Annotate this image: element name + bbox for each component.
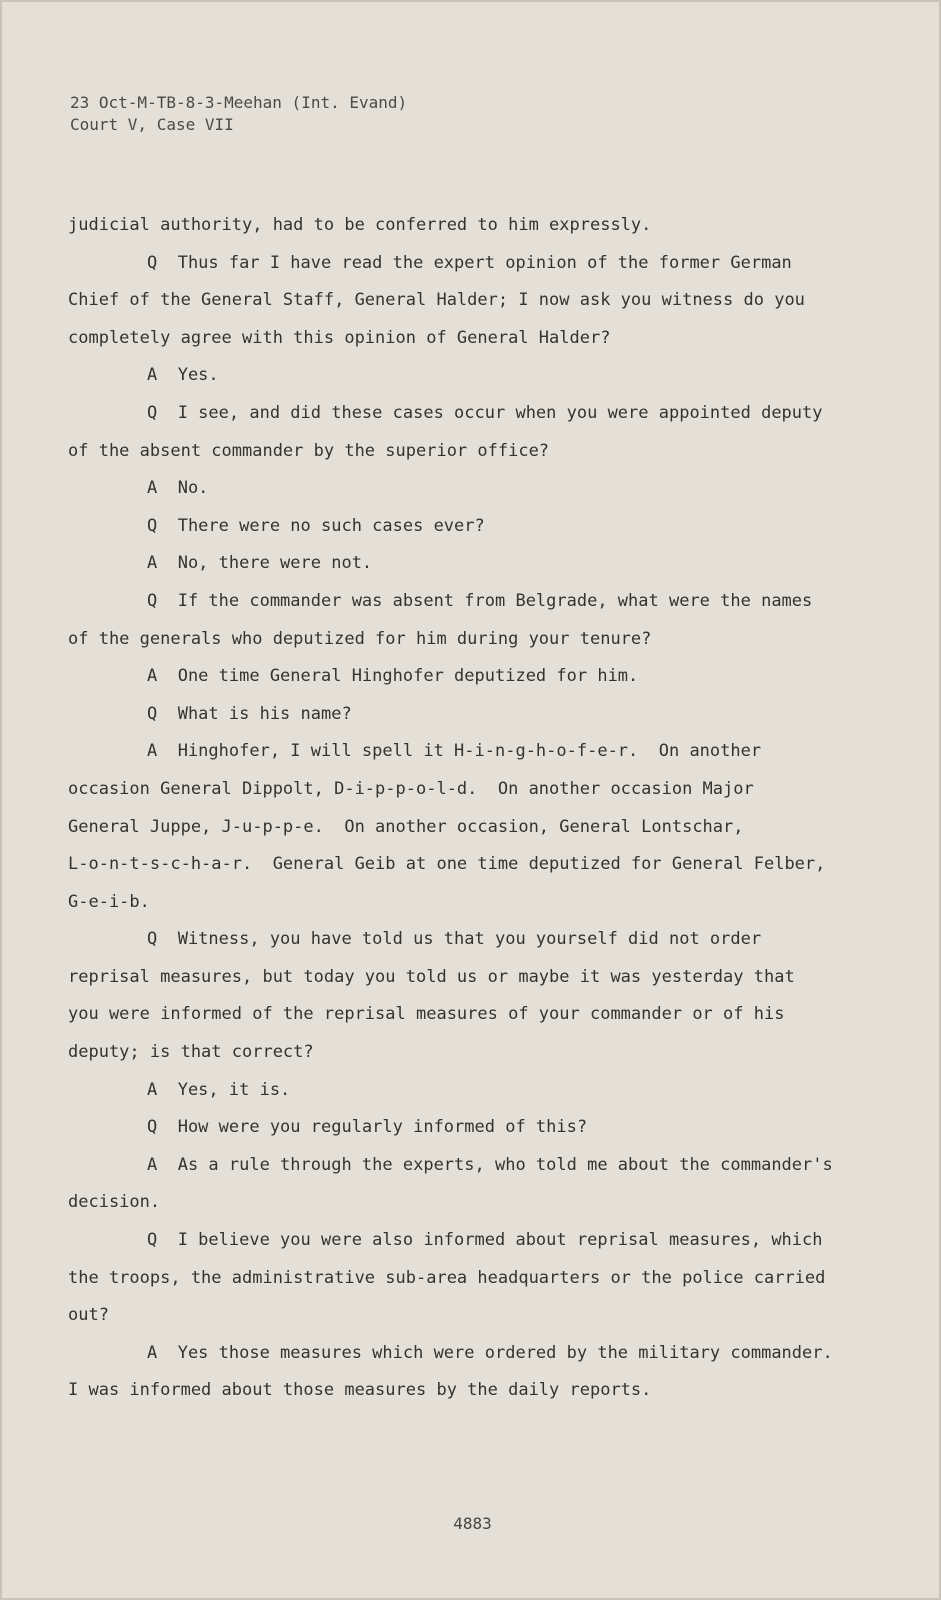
transcript-line: occasion General Dippolt, D-i-p-p-o-l-d. On another occasion Major [68,778,754,799]
transcript-body [68,214,848,1417]
transcript-line: Q I see, and did these cases occur when you were appointed deputy [147,402,823,423]
transcript-line: L-o-n-t-s-c-h-a-r. General Geib at one time deputized for General Felber, [68,854,826,875]
transcript-line: Chief of the General Staff, General Halder; I now ask you witness do you [68,290,805,311]
transcript-line: Q If the commander was absent from Belgrade, what were the names [147,590,813,611]
transcript-line: A Hinghofer, I will spell it H-i-n-g-h-o-f-e-r. On another [147,741,762,762]
transcript-line: General Juppe, J-u-p-p-e. On another occasion, General Lontschar, [68,816,744,837]
transcript-line: Q There were no such cases ever? [147,515,485,536]
page-number: 4883 [453,1514,492,1533]
transcript-line: completely agree with this opinion of General Halder? [68,327,611,348]
header-reference-line: 23 Oct-M-TB-8-3-Meehan (Int. Evand) [70,93,408,112]
transcript-line: Q What is his name? [147,703,352,724]
transcript-line: A Yes those measures which were ordered by the military commander. [147,1342,833,1363]
transcript-line: A No. [147,478,209,499]
document-header [70,92,407,136]
transcript-line: A One time General Hinghofer deputized for him. [147,666,639,687]
transcript-line: I was informed about those measures by the daily reports. [68,1380,652,1401]
transcript-line: decision. [68,1192,161,1213]
transcript-line: the troops, the administrative sub-area headquarters or the police carried [68,1267,826,1288]
transcript-line: of the absent commander by the superior office? [68,440,550,461]
transcript-line: reprisal measures, but today you told us or maybe it was yesterday that [68,966,795,987]
transcript-line: deputy; is that correct? [68,1042,314,1063]
transcript-line: A Yes, it is. [147,1079,291,1100]
header-court-line: Court V, Case VII [70,115,234,134]
transcript-line: A As a rule through the experts, who told me about the commander's [147,1154,833,1175]
transcript-line: Q Thus far I have read the expert opinion of the former German [147,252,792,273]
transcript-line: of the generals who deputized for him during your tenure? [68,628,652,649]
transcript-line: A No, there were not. [147,553,373,574]
transcript-line: A Yes. [147,365,219,386]
transcript-line: Q Witness, you have told us that you yourself did not order [147,929,762,950]
transcript-line: judicial authority, had to be conferred to him expressly. [68,215,652,235]
transcript-line: you were informed of the reprisal measures of your commander or of his [68,1004,785,1025]
transcript-line: G-e-i-b. [68,891,150,912]
transcript-line: Q How were you regularly informed of this? [147,1117,588,1138]
transcript-line: Q I believe you were also informed about reprisal measures, which [147,1230,823,1251]
transcript-line: out? [68,1305,109,1326]
